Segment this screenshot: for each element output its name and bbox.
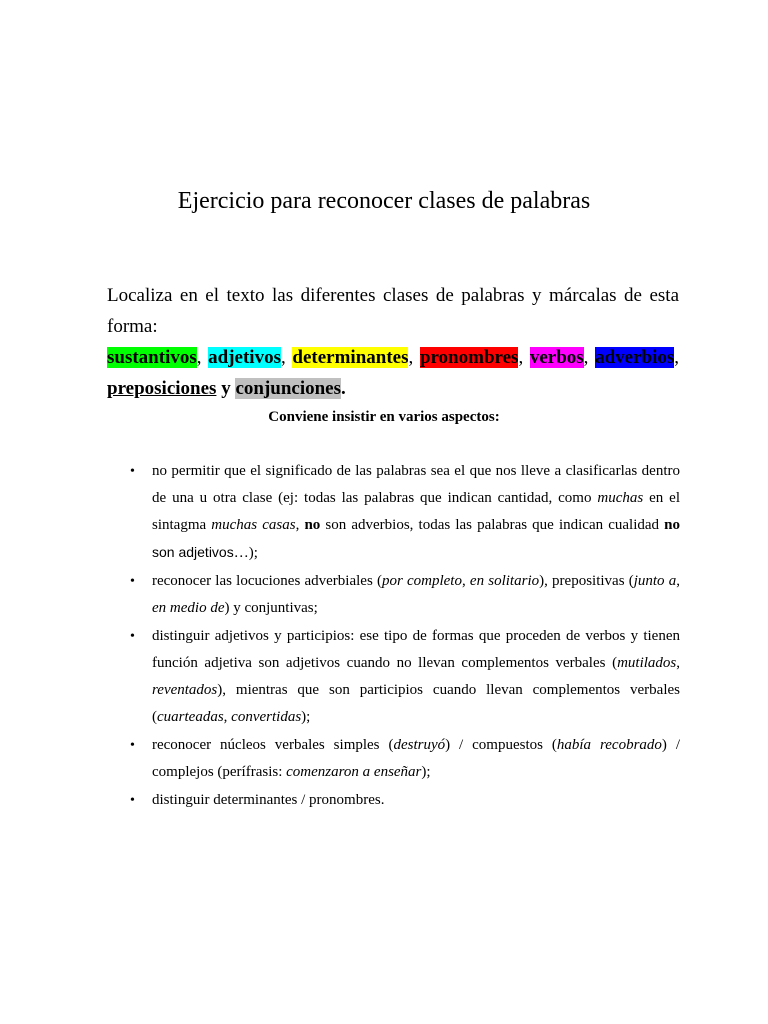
- aspects-list: [130, 458, 681, 815]
- category-conjunciones: conjunciones: [235, 378, 342, 399]
- list-item: • distinguir adjetivos y participios: ese tipo de formas que proceden de verbos y tienen función adjetiva son adjetivos cuando no llevan complementos verbales (mutilados, reventados), mientras que son participios cuando llevan complementos verbales (cuarteadas, convertidas);: [152, 623, 680, 731]
- bullet-icon: •: [130, 574, 135, 589]
- category-preposiciones: preposiciones: [107, 378, 217, 399]
- category-pronombres: [420, 347, 519, 368]
- category-adverbios: [595, 347, 674, 368]
- list-item: • no permitir que el significado de las palabras sea el que nos lleve a clasificarlas dentro de una u otra clase (ej: todas las palabras que indican cantidad, como muchas en el sintagma muchas casas, no son adverbios, todas las palabras que indican cualidad no son adjetivos…);: [152, 458, 680, 567]
- category-verbos: [530, 347, 584, 368]
- category-label: verbos: [529, 347, 584, 368]
- category-label: determinantes: [292, 347, 409, 368]
- bullet-icon: •: [130, 793, 135, 808]
- list-item: • reconocer núcleos verbales simples (destruyó) / compuestos (había recobrado) / complejos (perífrasis: comenzaron a enseñar);: [152, 732, 680, 786]
- bullet-icon: •: [130, 464, 135, 479]
- intro-line-3: preposiciones y conjunciones.: [107, 378, 346, 399]
- bullet-icon: •: [130, 629, 135, 644]
- category-label: adverbios: [595, 347, 675, 368]
- category-sustantivos: [107, 347, 197, 368]
- list-item: • distinguir determinantes / pronombres.: [152, 787, 680, 814]
- category-label: sustantivos: [107, 347, 197, 368]
- category-determinantes: [292, 347, 408, 368]
- intro-line-1: Localiza en el texto las diferentes clases de palabras y márcalas de esta forma:: [107, 285, 679, 337]
- category-adjetivos: [208, 347, 281, 368]
- intro-line-2: sustantivos, adjetivos, determinantes, pronombres, verbos, adverbios,: [107, 347, 680, 368]
- intro-paragraph: [107, 280, 679, 404]
- category-label: adjetivos: [208, 347, 281, 368]
- section-subtitle: Conviene insistir en varios aspectos:: [268, 409, 500, 425]
- category-label: pronombres: [419, 347, 519, 368]
- page-title: Ejercicio para reconocer clases de palabras: [177, 188, 591, 214]
- list-item: • reconocer las locuciones adverbiales (por completo, en solitario), prepositivas (junto a, en medio de) y conjuntivas;: [152, 568, 680, 622]
- bullet-icon: •: [130, 738, 135, 753]
